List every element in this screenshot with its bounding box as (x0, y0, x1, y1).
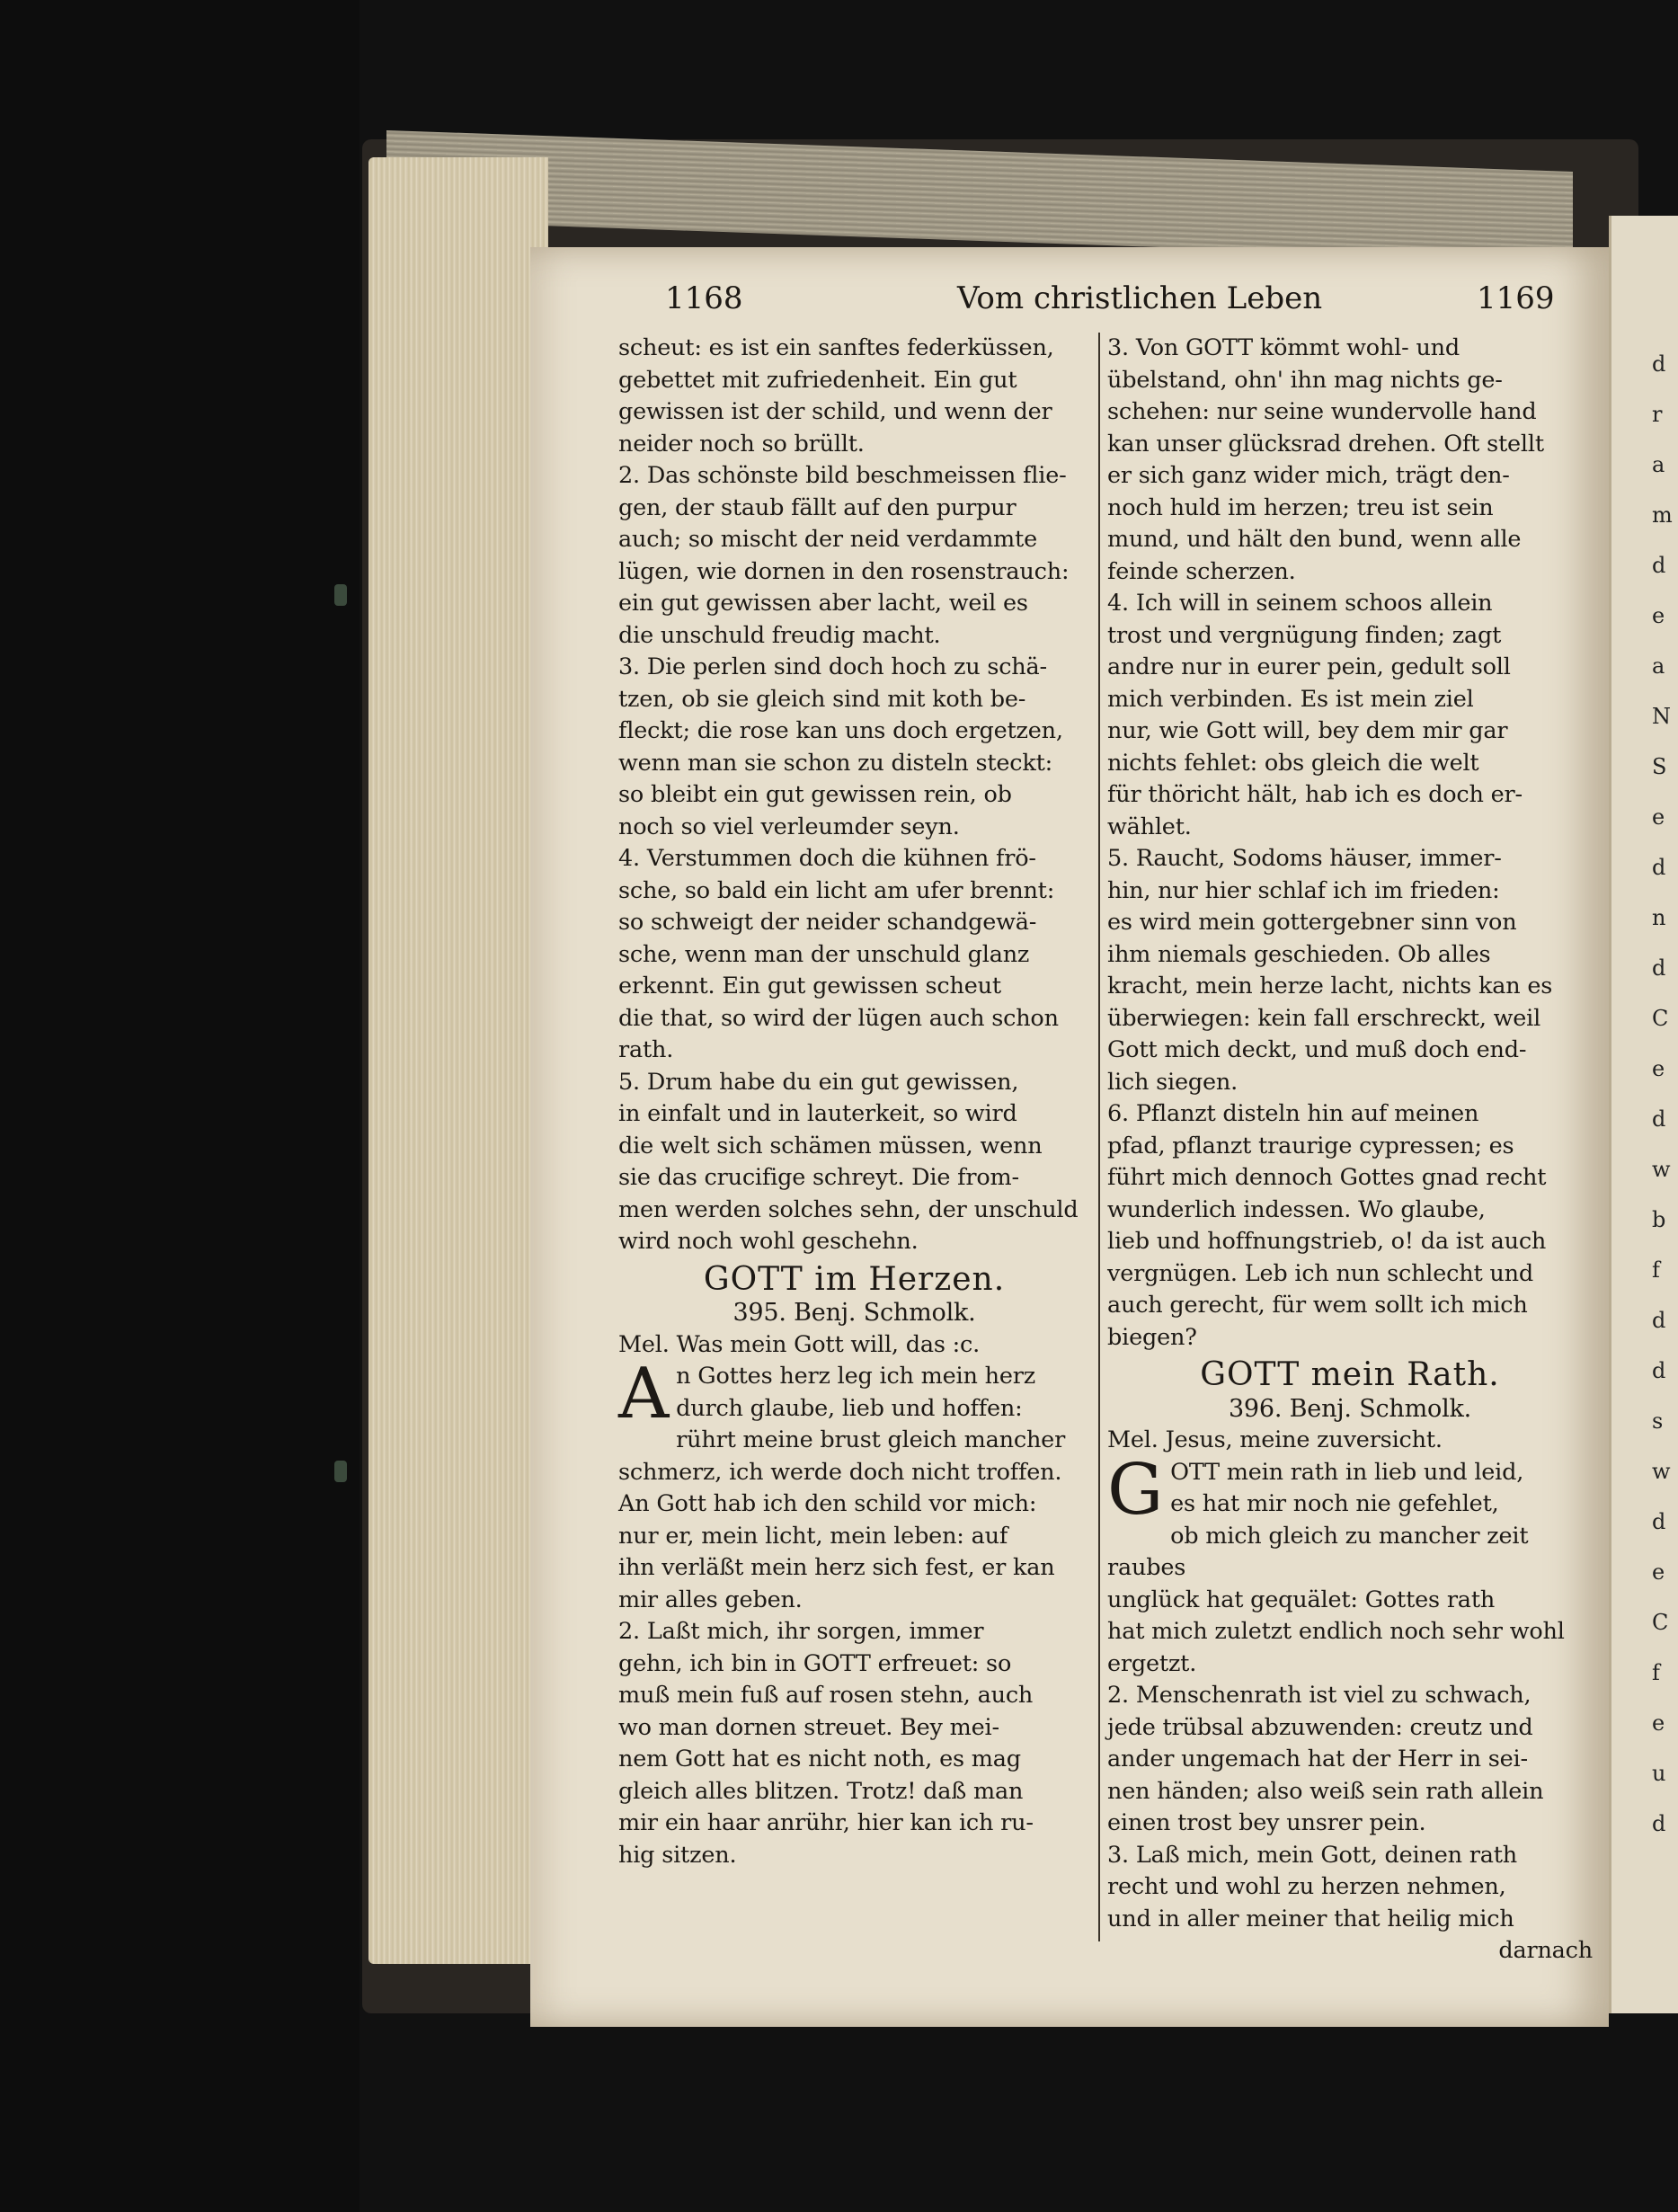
text-line: An Gott hab ich den schild vor mich: (618, 1490, 1037, 1517)
fragment-char: a (1652, 452, 1665, 477)
text-line: hin, nur hier schlaf ich im frieden: (1107, 876, 1500, 904)
text-line: wählet. (1107, 813, 1192, 840)
text-line: in einfalt und in lauterkeit, so wird (618, 1100, 1017, 1127)
text-line: lieb und hoffnungstrieb, o! da ist auch (1107, 1228, 1547, 1255)
text-line: nichts fehlet: obs gleich die welt (1107, 749, 1479, 777)
text-line: wenn man sie schon zu disteln steckt: (618, 749, 1053, 777)
text-line: erkennt. Ein gut gewissen scheut (618, 973, 1001, 999)
dark-background-left (0, 0, 360, 2212)
stanza (618, 1067, 1090, 1258)
stanza (618, 460, 1090, 652)
fragment-char: d (1652, 1106, 1666, 1132)
text-line: scheut: es ist ein sanftes federküssen, (618, 334, 1054, 361)
text-line: gewissen ist der schild, und wenn der (618, 398, 1052, 425)
text-line: neider noch so brüllt. (618, 430, 865, 458)
text-line: übelstand, ohn' ihn mag nichts ge- (1107, 366, 1503, 394)
melody-line: Mel. Was mein Gott will, das :c. (618, 1330, 981, 1358)
text-line: die that, so wird der lügen auch schon (618, 1004, 1059, 1032)
melody-line: Mel. Jesus, meine zuversicht. (1107, 1426, 1443, 1453)
text-line: nur, wie Gott will, bey dem mir gar (1107, 717, 1508, 744)
text-line: 5. Drum habe du ein gut gewissen, (618, 1068, 1019, 1096)
stanza (1107, 333, 1593, 588)
text-line: 2. Das schönste bild beschmeissen flie- (618, 462, 1067, 489)
text-line: gen, der staub fällt auf den purpur (618, 493, 1017, 521)
fragment-char: f (1652, 1660, 1660, 1685)
text-line: gehn, ich bin in GOTT erfreuet: so (618, 1649, 1012, 1677)
stanza (618, 1616, 1090, 1871)
text-line: schehen: nur seine wundervolle hand (1107, 398, 1537, 425)
text-line: rath. (618, 1036, 674, 1063)
text-line: men werden solches sehn, der unschuld (618, 1195, 1079, 1223)
text-line: wo man dornen streuet. Bey mei- (618, 1713, 999, 1741)
stanza (618, 652, 1090, 843)
hymn-title: GOTT mein Rath. (1200, 1356, 1500, 1393)
text-line: mir ein haar anrühr, hier kan ich ru- (618, 1809, 1034, 1836)
running-title: Vom christlichen Leben (957, 280, 1323, 316)
next-page-fragment (1652, 328, 1677, 1860)
stanza (1107, 1449, 1593, 1681)
text-line: feinde scherzen. (1107, 557, 1296, 585)
text-line: ergetzt. (1107, 1649, 1197, 1677)
stanza-fragment (618, 333, 1090, 460)
text-line: 2. Menschenrath ist viel zu schwach, (1107, 1682, 1532, 1709)
text-line: Gott mich deckt, und muß doch end- (1107, 1036, 1527, 1063)
text-line: die unschuld freudig macht. (618, 621, 941, 649)
hymn-title: GOTT im Herzen. (703, 1260, 1006, 1298)
text-line: ihm niemals geschieden. Ob alles (1107, 940, 1491, 968)
fragment-char: e (1652, 1559, 1665, 1585)
fragment-char: d (1652, 955, 1666, 981)
stanza (618, 1354, 1090, 1616)
text-line: überwiegen: kein fall erschreckt, weil (1107, 1004, 1541, 1032)
text-line: schmerz, ich werde doch nicht troffen. (618, 1458, 1062, 1486)
text-line: es wird mein gottergebner sinn von (1107, 909, 1517, 936)
stanza (1107, 1680, 1593, 1840)
text-line: durch glaube, lieb und hoffen: (676, 1394, 1023, 1422)
text-line: er sich ganz wider mich, trägt den- (1107, 462, 1510, 489)
fragment-char: m (1652, 502, 1673, 528)
text-line: gebettet mit zufriedenheit. Ein gut (618, 366, 1017, 394)
fragment-char: d (1652, 351, 1666, 377)
text-line: mich verbinden. Es ist mein ziel (1107, 685, 1474, 713)
fragment-char: e (1652, 603, 1665, 628)
text-line: biegen? (1107, 1323, 1197, 1351)
stanza (1107, 1840, 1593, 1936)
text-line: hig sitzen. (618, 1841, 737, 1869)
text-line: noch so viel verleumder seyn. (618, 813, 960, 840)
fragment-char: d (1652, 855, 1666, 880)
fragment-char: e (1652, 1056, 1665, 1081)
fragment-char: e (1652, 804, 1665, 830)
fragment-char: w (1652, 1459, 1671, 1484)
text-line: ihn verläßt mein herz sich fest, er kan (618, 1554, 1055, 1581)
fragment-char: w (1652, 1157, 1671, 1182)
fragment-char: r (1652, 402, 1663, 427)
text-line: rührt meine brust gleich mancher (676, 1426, 1066, 1453)
clasp-pin-upper (334, 584, 347, 606)
text-line: mund, und hält den bund, wenn alle (1107, 526, 1522, 553)
text-line: muß mein fuß auf rosen stehn, auch (618, 1682, 1034, 1709)
text-line: tzen, ob sie gleich sind mit koth be- (618, 685, 1026, 713)
fragment-char: e (1652, 1710, 1665, 1736)
hymn-number: 395. Benj. Schmolk. (732, 1299, 976, 1327)
fragment-char: n (1652, 905, 1666, 930)
text-line: auch; so mischt der neid verdammte (618, 526, 1037, 553)
fragment-char: C (1652, 1006, 1669, 1031)
text-line: und in aller meiner that heilig mich (1107, 1905, 1514, 1932)
text-line: 5. Raucht, Sodoms häuser, immer- (1107, 845, 1502, 872)
page-block-side (368, 157, 548, 1964)
text-line: noch huld im herzen; treu ist sein (1107, 493, 1494, 521)
fragment-char: u (1652, 1761, 1666, 1786)
text-line: mir alles geben. (618, 1586, 803, 1613)
text-line: wird noch wohl geschehn. (618, 1228, 919, 1255)
hymn-number: 396. Benj. Schmolk. (1228, 1394, 1472, 1423)
text-line: nur er, mein licht, mein leben: auf (618, 1522, 1008, 1550)
right-column (1107, 333, 1593, 1968)
text-line: es hat mir noch nie gefehlet, (1170, 1490, 1499, 1517)
text-line: so bleibt ein gut gewissen rein, ob (618, 781, 1012, 808)
fragment-char: d (1652, 553, 1666, 578)
text-line: jede trübsal abzuwenden: creutz und (1107, 1713, 1533, 1741)
text-line: kracht, mein herze lacht, nichts kan es (1107, 973, 1553, 999)
text-line: vergnügen. Leb ich nun schlecht und (1107, 1259, 1533, 1287)
drop-initial: A (618, 1354, 670, 1435)
text-line: kan unser glücksrad drehen. Oft stellt (1107, 430, 1544, 458)
text-line: die welt sich schämen müssen, wenn (618, 1132, 1043, 1159)
fragment-char: d (1652, 1358, 1666, 1383)
text-line: andre nur in eurer pein, gedult soll (1107, 653, 1511, 680)
clasp-pin-lower (334, 1461, 347, 1482)
fragment-char: f (1652, 1257, 1660, 1283)
text-line: sie das crucifige schreyt. Die from- (618, 1164, 1019, 1191)
text-line: 3. Von GOTT kömmt wohl- und (1107, 334, 1460, 361)
left-page-number: 1168 (665, 280, 743, 316)
text-line: lügen, wie dornen in den rosenstrauch: (618, 557, 1070, 585)
fragment-char: s (1652, 1408, 1664, 1434)
text-line: lich siegen. (1107, 1068, 1238, 1096)
text-line: fleckt; die rose kan uns doch ergetzen, (618, 717, 1063, 744)
text-line: recht und wohl zu herzen nehmen, (1107, 1873, 1506, 1900)
text-line: gleich alles blitzen. Trotz! daß man (618, 1777, 1024, 1805)
fragment-char: N (1652, 704, 1671, 729)
left-column (618, 333, 1090, 1871)
fragment-char: C (1652, 1610, 1669, 1635)
fragment-char: d (1652, 1509, 1666, 1534)
stanza (1107, 1098, 1593, 1354)
text-line: pfad, pflanzt traurige cypressen; es (1107, 1132, 1514, 1159)
text-line: unglück hat gequälet: Gottes rath (1107, 1586, 1496, 1613)
text-line: ob mich gleich zu mancher zeit raubes (1107, 1522, 1529, 1581)
text-line: 4. Verstummen doch die kühnen frö- (618, 845, 1036, 872)
text-line: 4. Ich will in seinem schoos allein (1107, 590, 1493, 617)
text-line: sche, wenn man der unschuld glanz (618, 940, 1030, 968)
text-line: 3. Laß mich, mein Gott, deinen rath (1107, 1841, 1518, 1869)
stanza (618, 843, 1090, 1067)
text-line: sche, so bald ein licht am ufer brennt: (618, 876, 1055, 904)
text-line: so schweigt der neider schandgewä- (618, 909, 1037, 936)
text-line: nem Gott hat es nicht noth, es mag (618, 1746, 1021, 1772)
text-line: wunderlich indessen. Wo glaube, (1107, 1195, 1486, 1223)
fragment-char: a (1652, 653, 1665, 679)
fragment-char: d (1652, 1811, 1666, 1836)
text-line: ein gut gewissen aber lacht, weil es (618, 590, 1028, 617)
right-page-number: 1169 (1477, 280, 1555, 316)
fragment-char: b (1652, 1207, 1666, 1232)
text-line: nen händen; also weiß sein rath allein (1107, 1777, 1544, 1805)
text-line: trost und vergnügung finden; zagt (1107, 621, 1502, 649)
text-line: hat mich zuletzt endlich noch sehr wohl (1107, 1618, 1565, 1645)
drop-initial: G (1107, 1449, 1164, 1531)
text-line: 2. Laßt mich, ihr sorgen, immer (618, 1618, 984, 1645)
fragment-char: S (1652, 754, 1667, 779)
text-line: 6. Pflanzt disteln hin auf meinen (1107, 1100, 1479, 1127)
text-line: einen trost bey unsrer pein. (1107, 1809, 1426, 1836)
fragment-char: d (1652, 1308, 1666, 1333)
stanza (1107, 843, 1593, 1098)
stanza (1107, 588, 1593, 843)
text-line: 3. Die perlen sind doch hoch zu schä- (618, 653, 1047, 680)
text-line: n Gottes herz leg ich mein herz (676, 1363, 1035, 1390)
text-line: OTT mein rath in lieb und leid, (1170, 1458, 1524, 1486)
text-line: für thöricht hält, hab ich es doch er- (1107, 781, 1523, 808)
text-line: führt mich dennoch Gottes gnad recht (1107, 1164, 1547, 1191)
catchword: darnach (1498, 1937, 1593, 1964)
column-rule (1098, 333, 1100, 1941)
text-line: ander ungemach hat der Herr in sei- (1107, 1746, 1528, 1772)
text-line: auch gerecht, für wem sollt ich mich (1107, 1292, 1528, 1319)
